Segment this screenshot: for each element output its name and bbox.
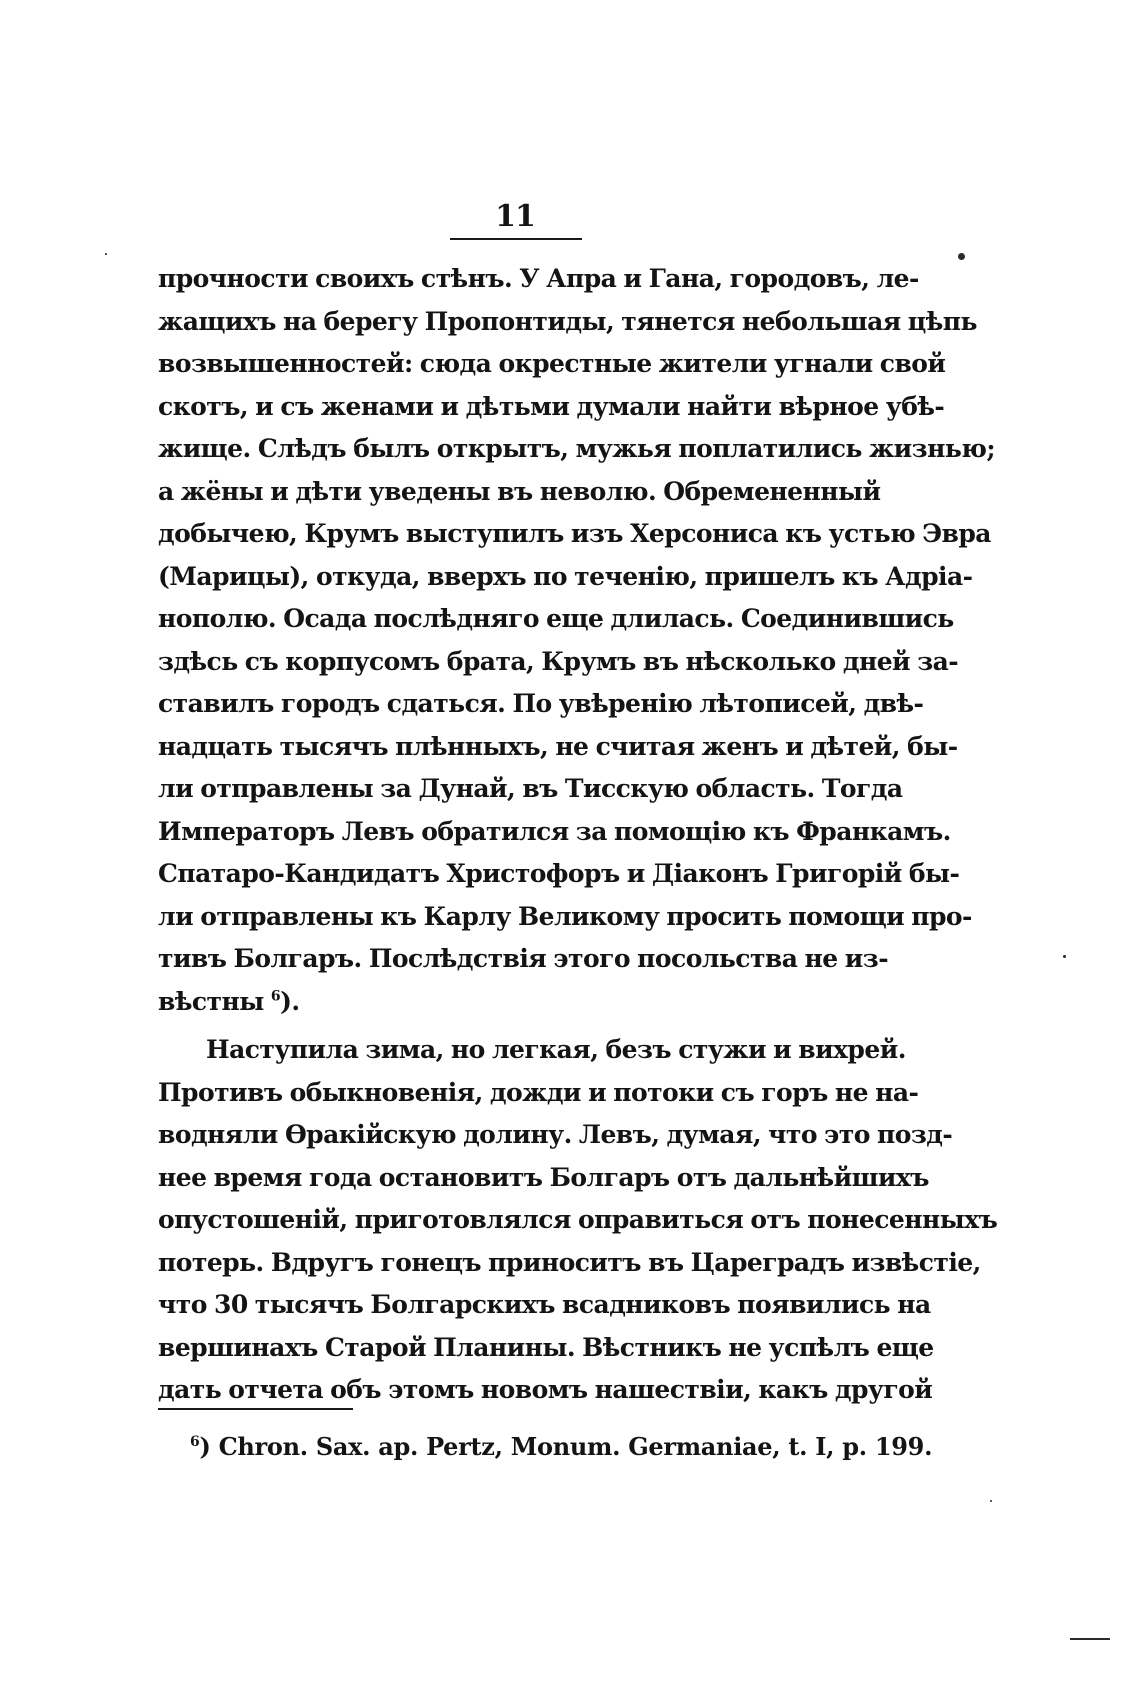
- text-line-17: тивъ Болгаръ. Послѣдствія этого посольства не из-: [158, 944, 889, 973]
- paragraph2-line-6: потерь. Вдругъ гонецъ приноситъ въ Цареградъ извѣстіе,: [158, 1247, 981, 1277]
- paragraph2-line-3: водняли Ѳракійскую долину. Левъ, думая, что это позд-: [158, 1120, 953, 1149]
- footnote-text: ) Chron. Sax. ap. Pertz, Monum. Germaniae, t. I, p. 199.: [199, 1432, 933, 1461]
- paragraph2-line-8: вершинахъ Старой Планины. Вѣстникъ не успѣлъ еще: [158, 1332, 934, 1362]
- paragraph2-line-4: нее время года остановитъ Болгаръ отъ дальнѣйшихъ: [158, 1162, 929, 1192]
- text-line-2: жащихъ на берегу Пропонтиды, тянется небольшая цѣпь: [158, 306, 977, 336]
- scan-dash-mark: [1070, 1638, 1110, 1640]
- header-rule: [450, 238, 582, 240]
- text-line-15: Спатаро-Кандидатъ Христофоръ и Діаконъ Григорій бы-: [158, 859, 960, 888]
- text-line-5: жище. Слѣдъ былъ открытъ, мужья поплатились жизнью;: [158, 434, 995, 463]
- scan-speck: [958, 253, 965, 260]
- paragraph2-line-1: Наступила зима, но легкая, безъ стужи и вихрей.: [206, 1035, 906, 1064]
- page-number: 11: [495, 199, 535, 234]
- paragraph2-line-2: Противъ обыкновенія, дожди и потоки съ горъ не на-: [158, 1077, 919, 1107]
- text-line-8: (Марицы), откуда, вверхъ по теченію, пришелъ къ Адріа-: [158, 561, 973, 591]
- text-line-10: здѣсь съ корпусомъ брата, Крумъ въ нѣсколько дней за-: [158, 646, 959, 676]
- paragraph2-line-5: опустошеній, приготовлялся оправиться отъ понесенныхъ: [158, 1205, 998, 1234]
- footnote: [190, 1432, 933, 1462]
- text-line-16: ли отправлены къ Карлу Великому просить помощи про-: [158, 901, 972, 931]
- text-line-9: нополю. Осада послѣдняго еще длилась. Соединившись: [158, 604, 954, 633]
- paragraph2-line-9: дать отчета объ этомъ новомъ нашествіи, какъ другой: [158, 1375, 933, 1404]
- text-line-12: надцать тысячъ плѣнныхъ, не считая женъ и дѣтей, бы-: [158, 731, 958, 761]
- text-line-6: а жёны и дѣти уведены въ неволю. Обремененный: [158, 476, 881, 506]
- text-line-3: возвышенностей: сюда окрестные жители угнали свой: [158, 349, 946, 378]
- scan-speck: [105, 253, 107, 255]
- body-text: [158, 258, 998, 1412]
- text-line-13: ли отправлены за Дунай, въ Тисскую область. Тогда: [158, 774, 903, 803]
- paragraph2-line-7: что 30 тысячъ Болгарскихъ всадниковъ появились на: [158, 1290, 931, 1319]
- text-line-18: [158, 981, 860, 1024]
- text-line-14: Императоръ Левъ обратился за помощію къ Франкамъ.: [158, 816, 951, 846]
- scan-speck: [990, 1500, 992, 1502]
- footnote-marker: 6: [190, 1434, 200, 1450]
- text-line-11: ставилъ городъ сдаться. По увѣренію лѣтописей, двѣ-: [158, 689, 924, 718]
- text-line-1: прочности своихъ стѣнъ. У Апра и Гана, городовъ, ле-: [158, 264, 919, 293]
- text-line-4: скотъ, и съ женами и дѣтьми думали найти вѣрное убѣ-: [158, 391, 945, 421]
- text-line-7: добычею, Крумъ выступилъ изъ Херсониса къ устью Эвра: [158, 519, 991, 548]
- text-line-18-word: вѣстны: [158, 986, 264, 1016]
- footnote-rule: [158, 1408, 353, 1410]
- text-line-18-tail: ).: [280, 986, 300, 1016]
- scan-speck: [1063, 955, 1066, 958]
- footnote-reference: 6: [270, 988, 281, 1005]
